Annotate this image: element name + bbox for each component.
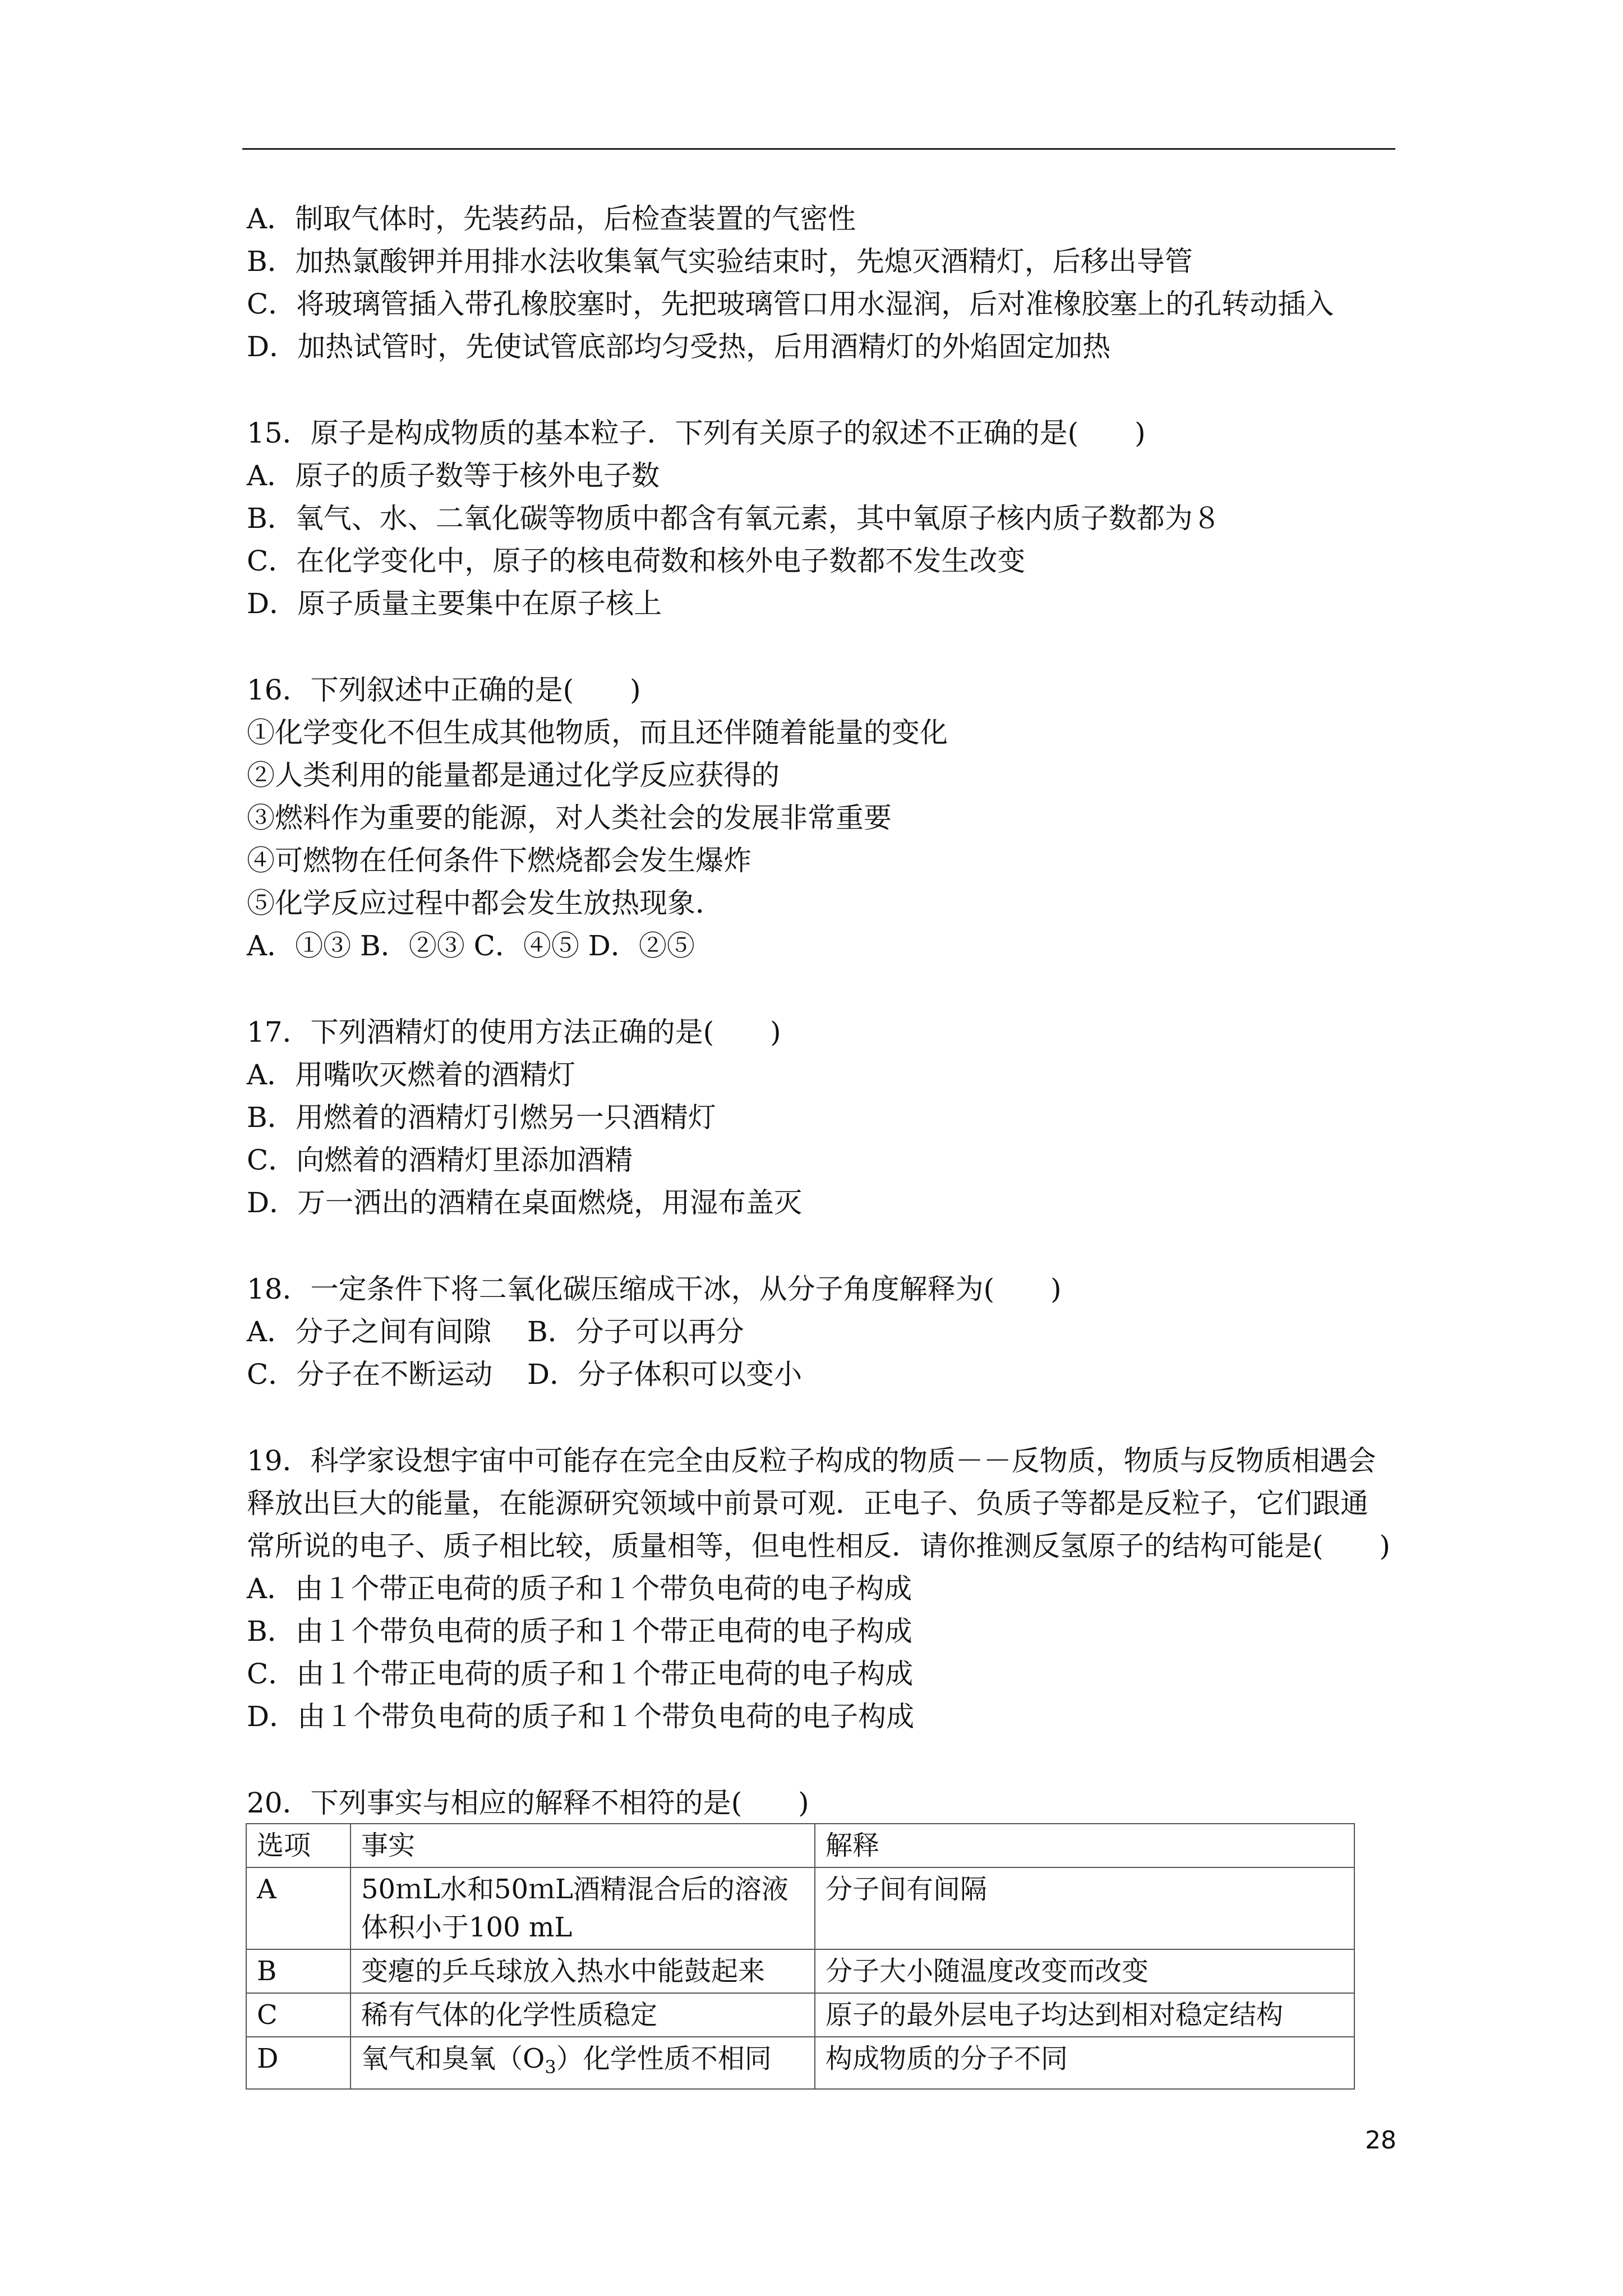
question-stem: 16．下列叙述中正确的是( ) — [247, 674, 641, 706]
question-stem: 15．原子是构成物质的基本粒子．下列有关原子的叙述不正确的是( ) — [247, 417, 1146, 449]
table-row — [246, 2037, 1354, 2089]
statement-1: ①化学变化不但生成其他物质，而且还伴随着能量的变化 — [247, 716, 948, 749]
option-a: A．用嘴吹灭燃着的酒精灯 — [247, 1059, 576, 1091]
table-header-row — [246, 1824, 1354, 1867]
question-stem: 20．下列事实与相应的解释不相符的是( ) — [247, 1787, 809, 1819]
option-a: A．由１个带正电荷的质子和１个带负电荷的电子构成 — [247, 1572, 912, 1605]
option-d: D．加热试管时，先使试管底部均匀受热，后用酒精灯的外焰固定加热 — [247, 330, 1111, 363]
row-fact: 变瘪的乒乓球放入热水中能鼓起来 — [351, 1949, 815, 1993]
option-d: D．由１个带负电荷的质子和１个带负电荷的电子构成 — [247, 1700, 915, 1733]
question-15 — [247, 412, 1413, 625]
question-stem-line-1: 19．科学家设想宇宙中可能存在完全由反粒子构成的物质－－反物质，物质与反物质相遇会 — [247, 1444, 1376, 1477]
options-row-2 — [247, 1353, 1413, 1396]
option-d: D．万一洒出的酒精在桌面燃烧，用湿布盖灭 — [247, 1186, 803, 1219]
question-16 — [247, 669, 1413, 967]
statement-4: ④可燃物在任何条件下燃烧都会发生爆炸 — [247, 844, 751, 877]
table-row — [246, 1867, 1354, 1949]
option-b: B．加热氯酸钾并用排水法收集氧气实验结束时，先熄灭酒精灯，后移出导管 — [247, 245, 1193, 278]
row-fact — [351, 1867, 815, 1949]
statement-5: ⑤化学反应过程中都会发生放热现象． — [247, 887, 723, 919]
table-row — [246, 1993, 1354, 2037]
option-a: A．分子之间有间隙 — [247, 1315, 492, 1348]
option-a: A．制取气体时，先装药品，后检查装置的气密性 — [247, 203, 856, 235]
header-fact: 事实 — [351, 1824, 815, 1867]
option-a: A．原子的质子数等于核外电子数 — [247, 459, 660, 492]
option-d: D．原子质量主要集中在原子核上 — [247, 587, 662, 620]
option-b: B．分子可以再分 — [527, 1315, 744, 1348]
row-key: A — [246, 1867, 351, 1949]
option-c: C．在化学变化中，原子的核电荷数和核外电子数都不发生改变 — [247, 545, 1026, 577]
option-b: B．氧气、水、二氧化碳等物质中都含有氧元素，其中氧原子核内质子数都为８ — [247, 502, 1221, 535]
question-14-options — [247, 197, 1413, 368]
question-stem: 17．下列酒精灯的使用方法正确的是( ) — [247, 1016, 781, 1048]
fact-text-pre: 氧气和臭氧（O — [361, 2043, 545, 2074]
row-explanation: 分子大小随温度改变而改变 — [815, 1949, 1354, 1993]
subscript: 3 — [545, 2056, 556, 2078]
options-row-1 — [247, 1310, 1413, 1353]
fact-text-post: ）化学性质不相同 — [556, 2043, 772, 2074]
option-d: D．分子体积可以变小 — [527, 1358, 803, 1391]
option-c: C．将玻璃管插入带孔橡胶塞时，先把玻璃管口用水湿润，后对准橡胶塞上的孔转动插入 — [247, 288, 1334, 320]
question-20 — [247, 1782, 1413, 1824]
question-19 — [247, 1439, 1413, 1738]
option-b: B．由１个带负电荷的质子和１个带正电荷的电子构成 — [247, 1615, 912, 1648]
row-explanation: 原子的最外层电子均达到相对稳定结构 — [815, 1993, 1354, 2037]
option-c: C．由１个带正电荷的质子和１个带正电荷的电子构成 — [247, 1658, 914, 1690]
question-stem-line-3: 常所说的电子、质子相比较，质量相等，但电性相反．请你推测反氢原子的结构可能是( ) — [247, 1530, 1391, 1562]
row-explanation: 构成物质的分子不同 — [815, 2037, 1354, 2089]
question-stem: 18．一定条件下将二氧化碳压缩成干冰，从分子角度解释为( ) — [247, 1273, 1062, 1305]
table-row — [246, 1949, 1354, 1993]
statement-2: ②人类利用的能量都是通过化学反应获得的 — [247, 759, 780, 792]
options-line: A．①③ B．②③ C．④⑤ D．②⑤ — [247, 930, 695, 962]
row-explanation: 分子间有间隔 — [815, 1867, 1354, 1949]
row-fact: 稀有气体的化学性质稳定 — [351, 1993, 815, 2037]
page-number: 28 — [1365, 2126, 1396, 2155]
question-stem-line-2: 释放出巨大的能量，在能源研究领域中前景可观．正电子、负质子等都是反粒子，它们跟通 — [247, 1487, 1368, 1520]
option-c: C．向燃着的酒精灯里添加酒精 — [247, 1144, 633, 1176]
row-fact — [351, 2037, 815, 2089]
row-key: D — [246, 2037, 351, 2089]
row-key: B — [246, 1949, 351, 1993]
facts-table — [246, 1823, 1355, 2090]
header-option: 选项 — [246, 1824, 351, 1867]
header-explanation: 解释 — [815, 1824, 1354, 1867]
question-17 — [247, 1011, 1413, 1224]
question-18 — [247, 1268, 1413, 1396]
row-fact-line-1: 50ｍL水和50ｍL酒精混合后的溶液 — [361, 1874, 789, 1905]
option-b: B．用燃着的酒精灯引燃另一只酒精灯 — [247, 1101, 716, 1134]
statement-3: ③燃料作为重要的能源，对人类社会的发展非常重要 — [247, 802, 892, 834]
row-key: C — [246, 1993, 351, 2037]
row-fact-line-2: 体积小于100 mL — [361, 1912, 573, 1943]
header-rule — [242, 148, 1395, 150]
option-c: C．分子在不断运动 — [247, 1358, 493, 1391]
